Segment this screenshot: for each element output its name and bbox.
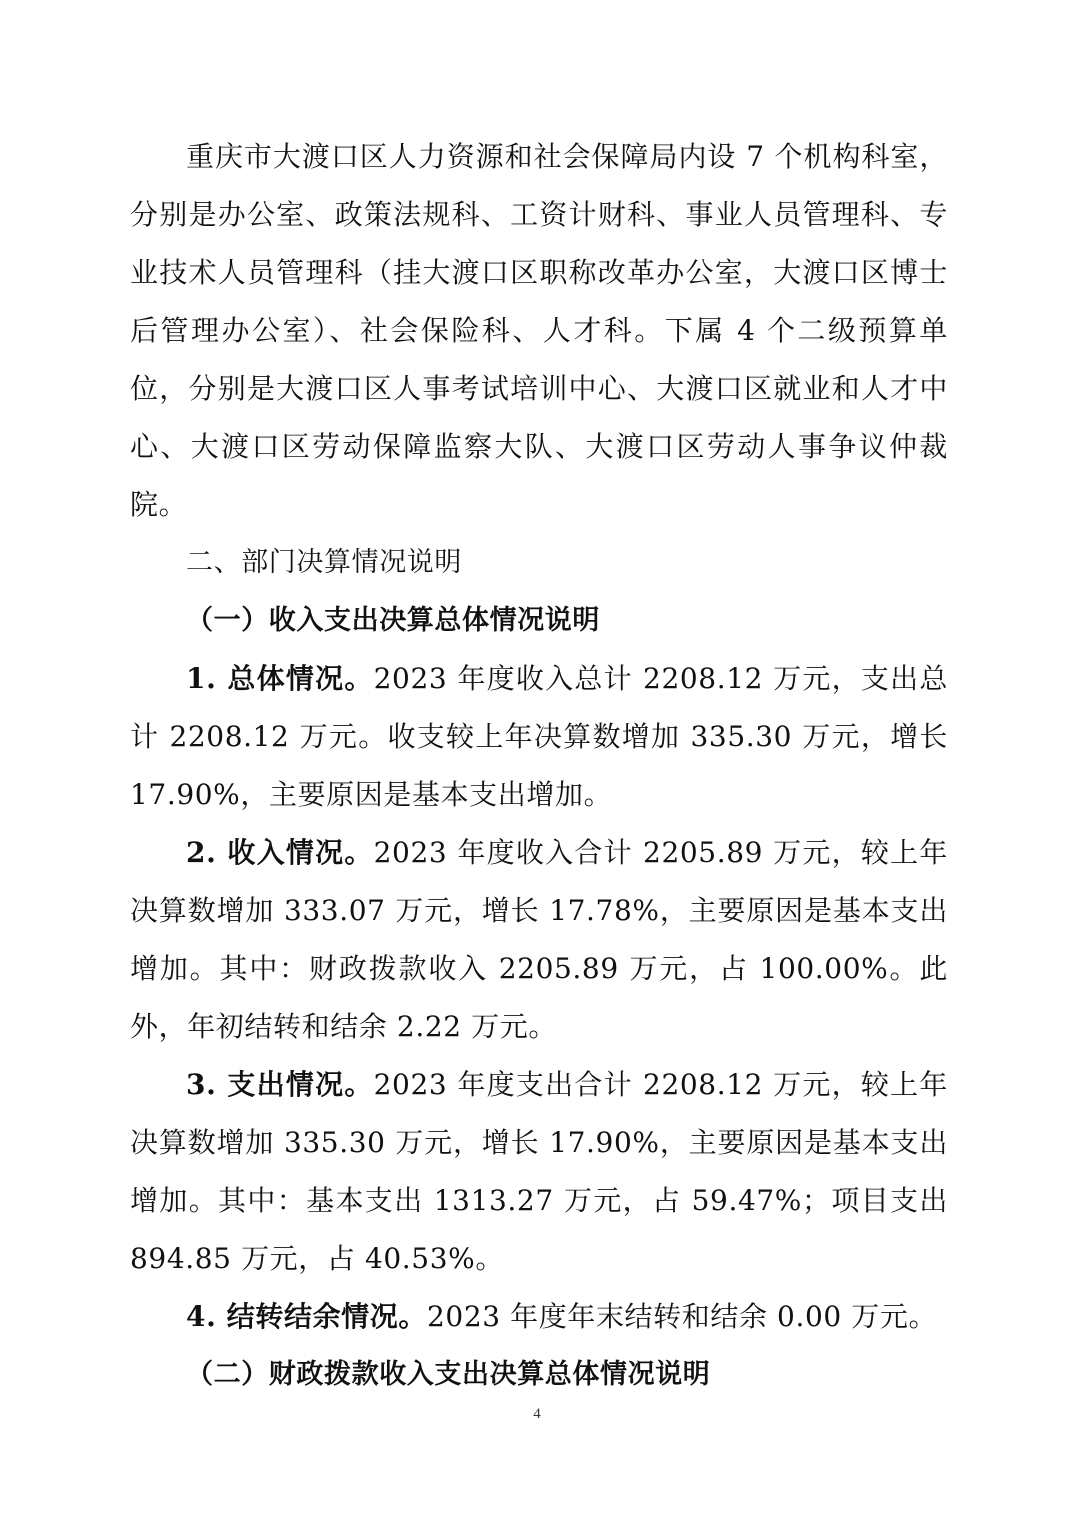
item-lead-expenditure: 3. 支出情况。 [186, 1068, 374, 1101]
item-lead-balance: 4. 结转结余情况。 [186, 1300, 427, 1333]
item-text-income: 2023 年度收入合计 2205.89 万元，较上年决算数增加 333.07 万元，增长 17.78%，主要原因是基本支出增加。其中：财政拨款收入 2205.89 万元，占 100.00%。此外，年初结转和结余 2.22 万元。 [130, 836, 948, 1043]
item-paragraph-balance [130, 1288, 948, 1346]
page-content [130, 128, 948, 1404]
subsection-heading-2: （二）财政拨款收入支出决算总体情况说明 [186, 1359, 711, 1390]
section-heading-2: 二、部门决算情况说明 [186, 547, 462, 578]
item-lead-overall: 1. 总体情况。 [186, 662, 374, 695]
page-number: 4 [533, 1406, 541, 1422]
item-paragraph-income [130, 824, 948, 1056]
item-paragraph-expenditure [130, 1056, 948, 1288]
item-text-overall: 2023 年度收入总计 2208.12 万元，支出总计 2208.12 万元。收支较上年决算数增加 335.30 万元，增长 17.90%，主要原因是基本支出增加。 [130, 662, 948, 811]
item-lead-income: 2. 收入情况。 [186, 836, 374, 869]
item-text-balance: 2023 年度年末结转和结余 0.00 万元。 [426, 1300, 938, 1333]
intro-paragraph: 重庆市大渡口区人力资源和社会保障局内设 7 个机构科室，分别是办公室、政策法规科、工资计财科、事业人员管理科、专业技术人员管理科（挂大渡口区职称改革办公室，大渡口区博士后管理办公室）、社会保险科、人才科。下属 4 个二级预算单位，分别是大渡口区人事考试培训中心、大渡口区就业和人才中心、大渡口区劳动保障监察大队、大渡口区劳动人事争议仲裁院。 [130, 140, 948, 521]
item-text-expenditure: 2023 年度支出合计 2208.12 万元，较上年决算数增加 335.30 万元，增长 17.90%，主要原因是基本支出增加。其中：基本支出 1313.27 万元，占 59.47%；项目支出 894.85 万元，占 40.53%。 [130, 1068, 948, 1275]
item-paragraph-overall [130, 650, 948, 824]
subsection-heading-1: （一）收入支出决算总体情况说明 [186, 605, 600, 636]
